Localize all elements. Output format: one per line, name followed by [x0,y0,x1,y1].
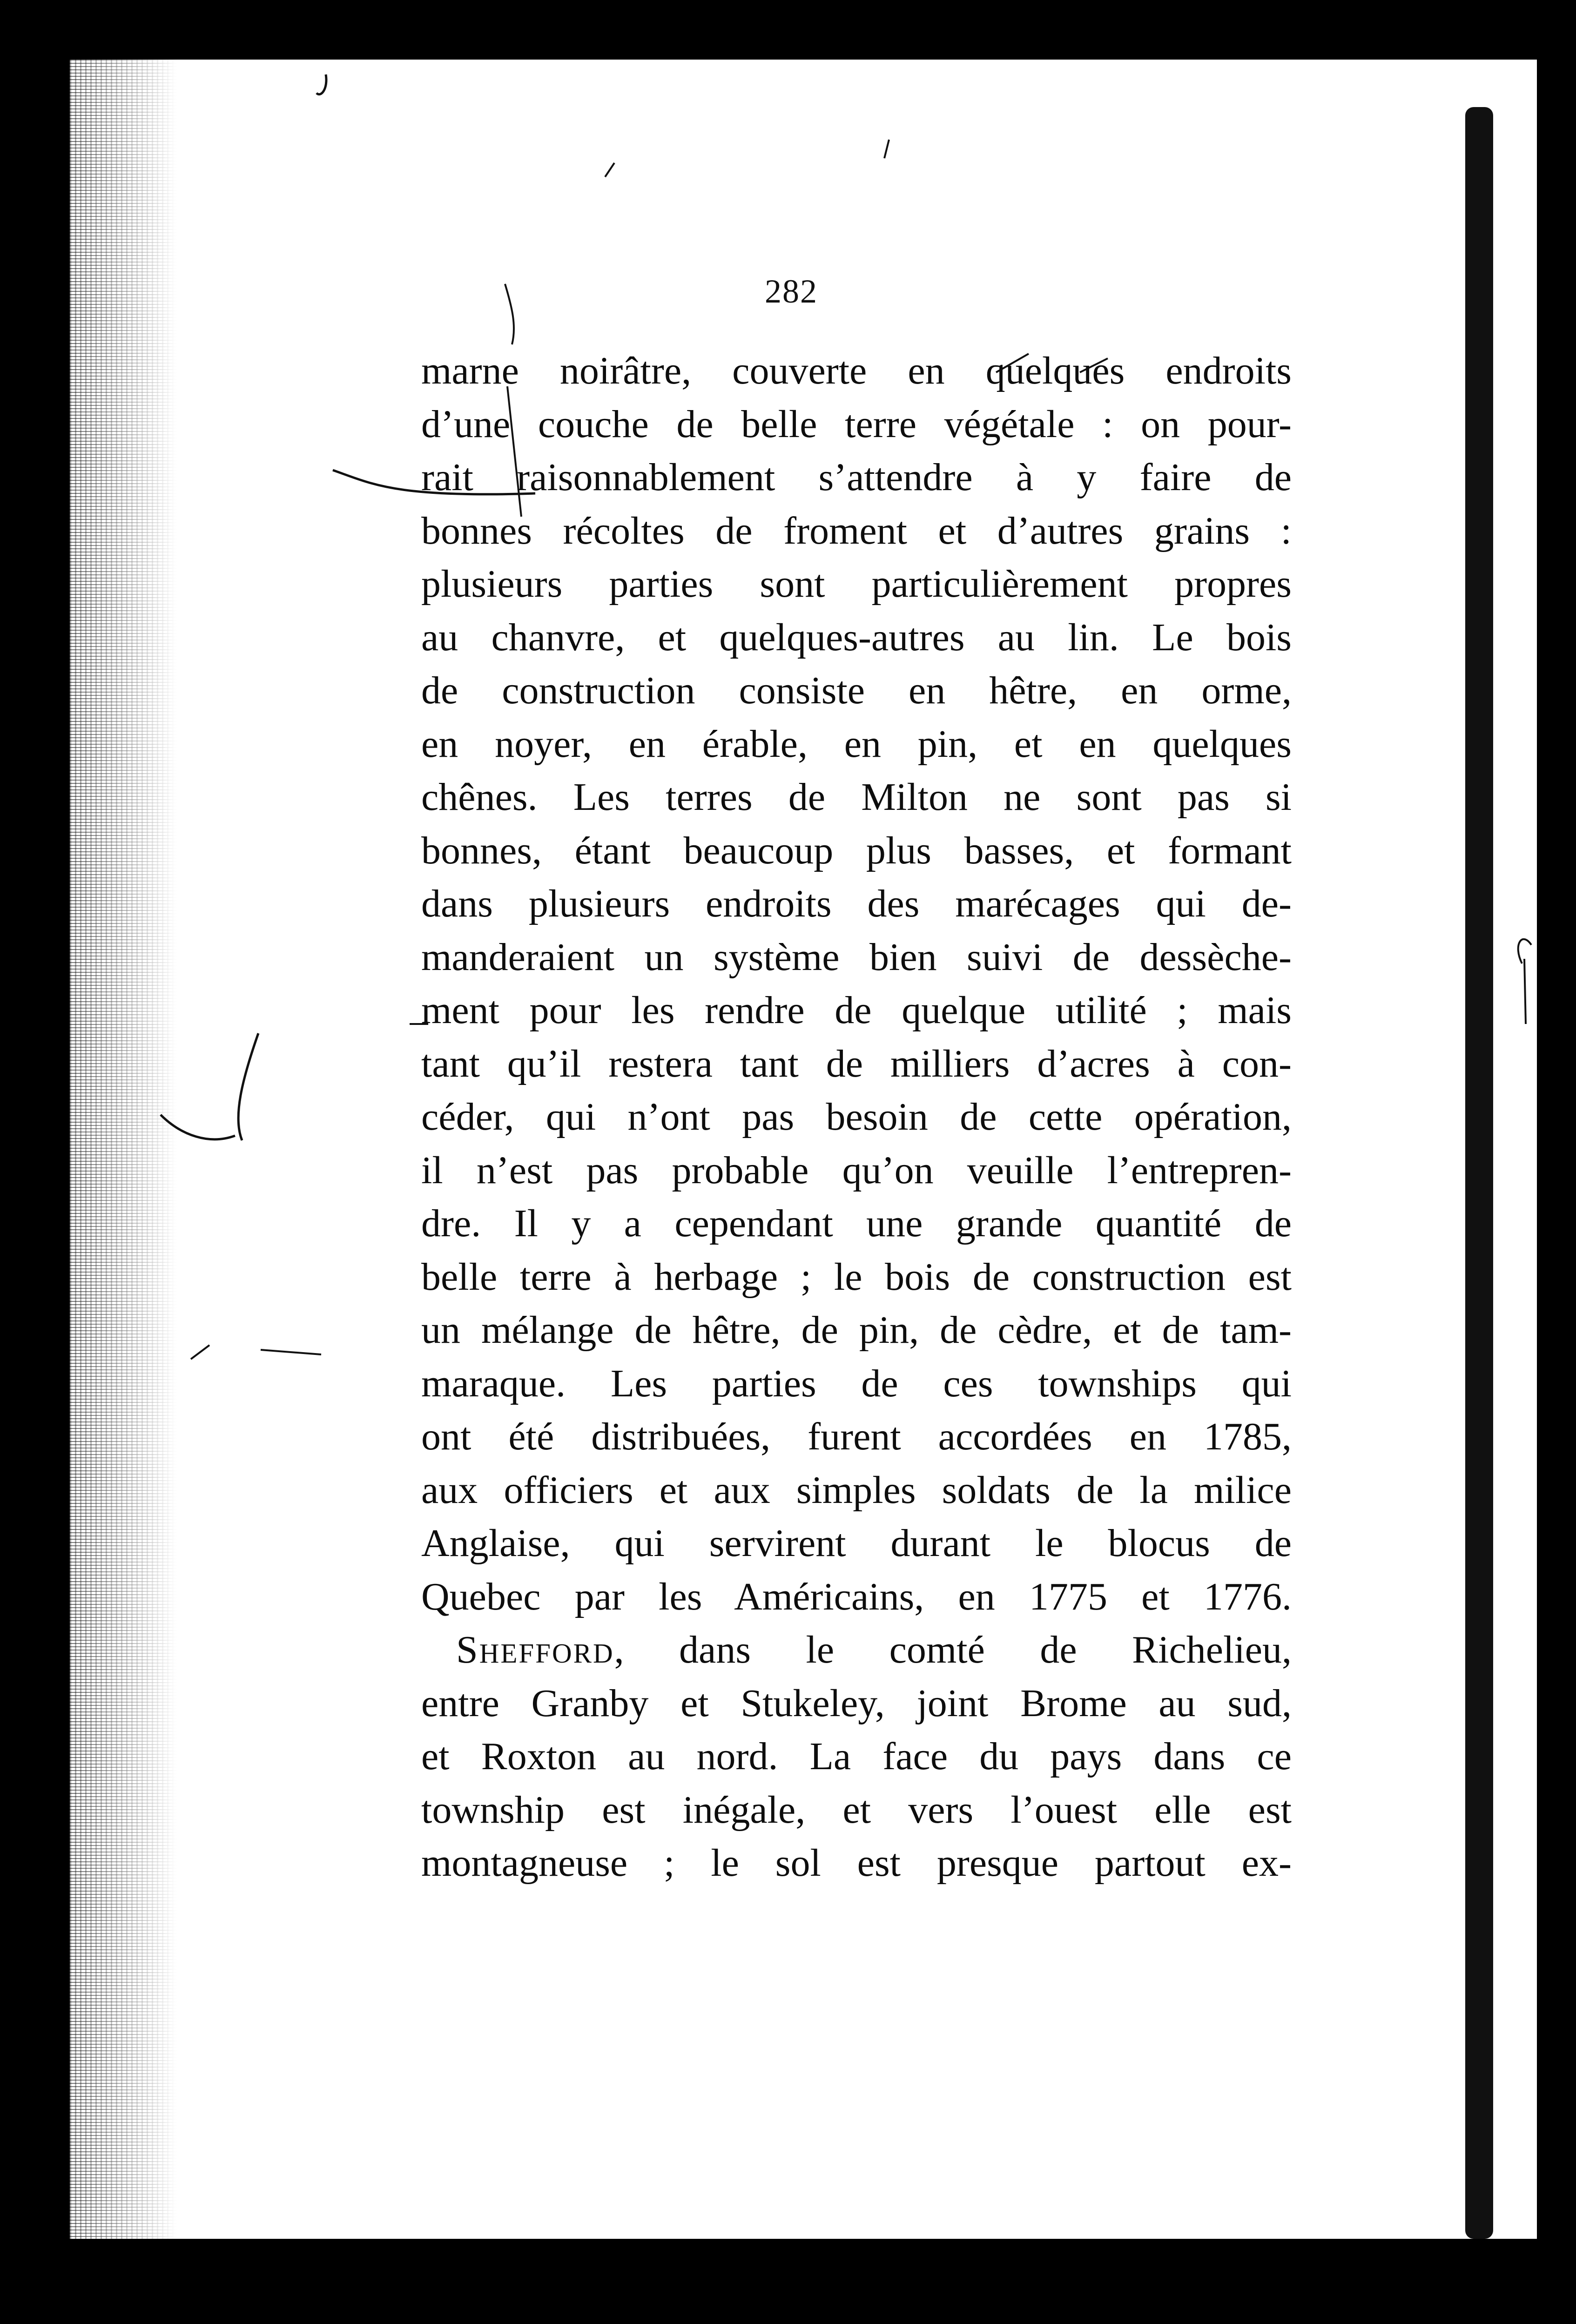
binding-gutter-noise [70,47,177,2243]
scan-border-bottom [0,2239,1576,2324]
text-line: marne noirâtre, couverte en quelques endroits [421,349,1292,392]
scan-border-right [1537,0,1576,2324]
text-line: au chanvre, et quelques-autres au lin. Le bois [421,615,1292,659]
text-line: ont été distribuées, furent accordées en 1785, [421,1415,1292,1458]
scan-border-top [0,0,1576,60]
text-line: ment pour les rendre de quelque utilité ; mais [421,989,1292,1032]
text-line: entre Granby et Stukeley, joint Brome au sud, [421,1681,1292,1725]
text-line: plusieurs parties sont particulièrement propres [421,562,1292,606]
text-line: dre. Il y a cependant une grande quantité de [421,1202,1292,1245]
text-fragment: , dans le comté de Richelieu, [614,1628,1292,1671]
text-line: et Roxton au nord. La face du pays dans ce [421,1735,1292,1778]
text-line: bonnes récoltes de froment et d’autres grains : [421,509,1292,552]
text-line: aux officiers et aux simples soldats de la milice [421,1468,1292,1512]
text-line: dans plusieurs endroits des marécages qui de- [421,882,1292,925]
text-line: belle terre à herbage ; le bois de construction est [421,1255,1292,1299]
text-line: bonnes, étant beaucoup plus basses, et formant [421,829,1292,872]
text-line [421,1623,1292,1677]
page-number: 282 [765,273,818,310]
text-line: céder, qui n’ont pas besoin de cette opération, [421,1095,1292,1138]
next-page-edge [1465,107,1493,2239]
text-line: en noyer, en érable, en pin, et en quelques [421,722,1292,766]
scan-border-left [0,0,70,2324]
body-text [421,344,1292,1890]
text-line: rait raisonnablement s’attendre à y faire de [421,456,1292,499]
text-line: montagneuse ; le sol est presque partout ex- [421,1841,1292,1885]
text-line: township est inégale, et vers l’ouest elle est [421,1788,1292,1832]
paragraph-2 [421,1623,1292,1890]
text-line: de construction consiste en hêtre, en orme, [421,669,1292,712]
text-line: maraque. Les parties de ces townships qui [421,1361,1292,1405]
text-line: tant qu’il restera tant de milliers d’acres à con- [421,1042,1292,1085]
text-line: chênes. Les terres de Milton ne sont pas si [421,775,1292,819]
text-line: Anglaise, qui servirent durant le blocus de [421,1522,1292,1565]
text-line: Quebec par les Américains, en 1775 et 1776. [421,1575,1292,1618]
text-line: manderaient un système bien suivi de dessèche- [421,935,1292,979]
paragraph-1 [421,344,1292,1623]
place-heading: Shefford [456,1628,614,1671]
text-line: il n’est pas probable qu’on veuille l’entrepren- [421,1148,1292,1192]
text-line: un mélange de hêtre, de pin, de cèdre, et de tam- [421,1308,1292,1352]
text-line: d’une couche de belle terre végétale : on pour- [421,402,1292,446]
